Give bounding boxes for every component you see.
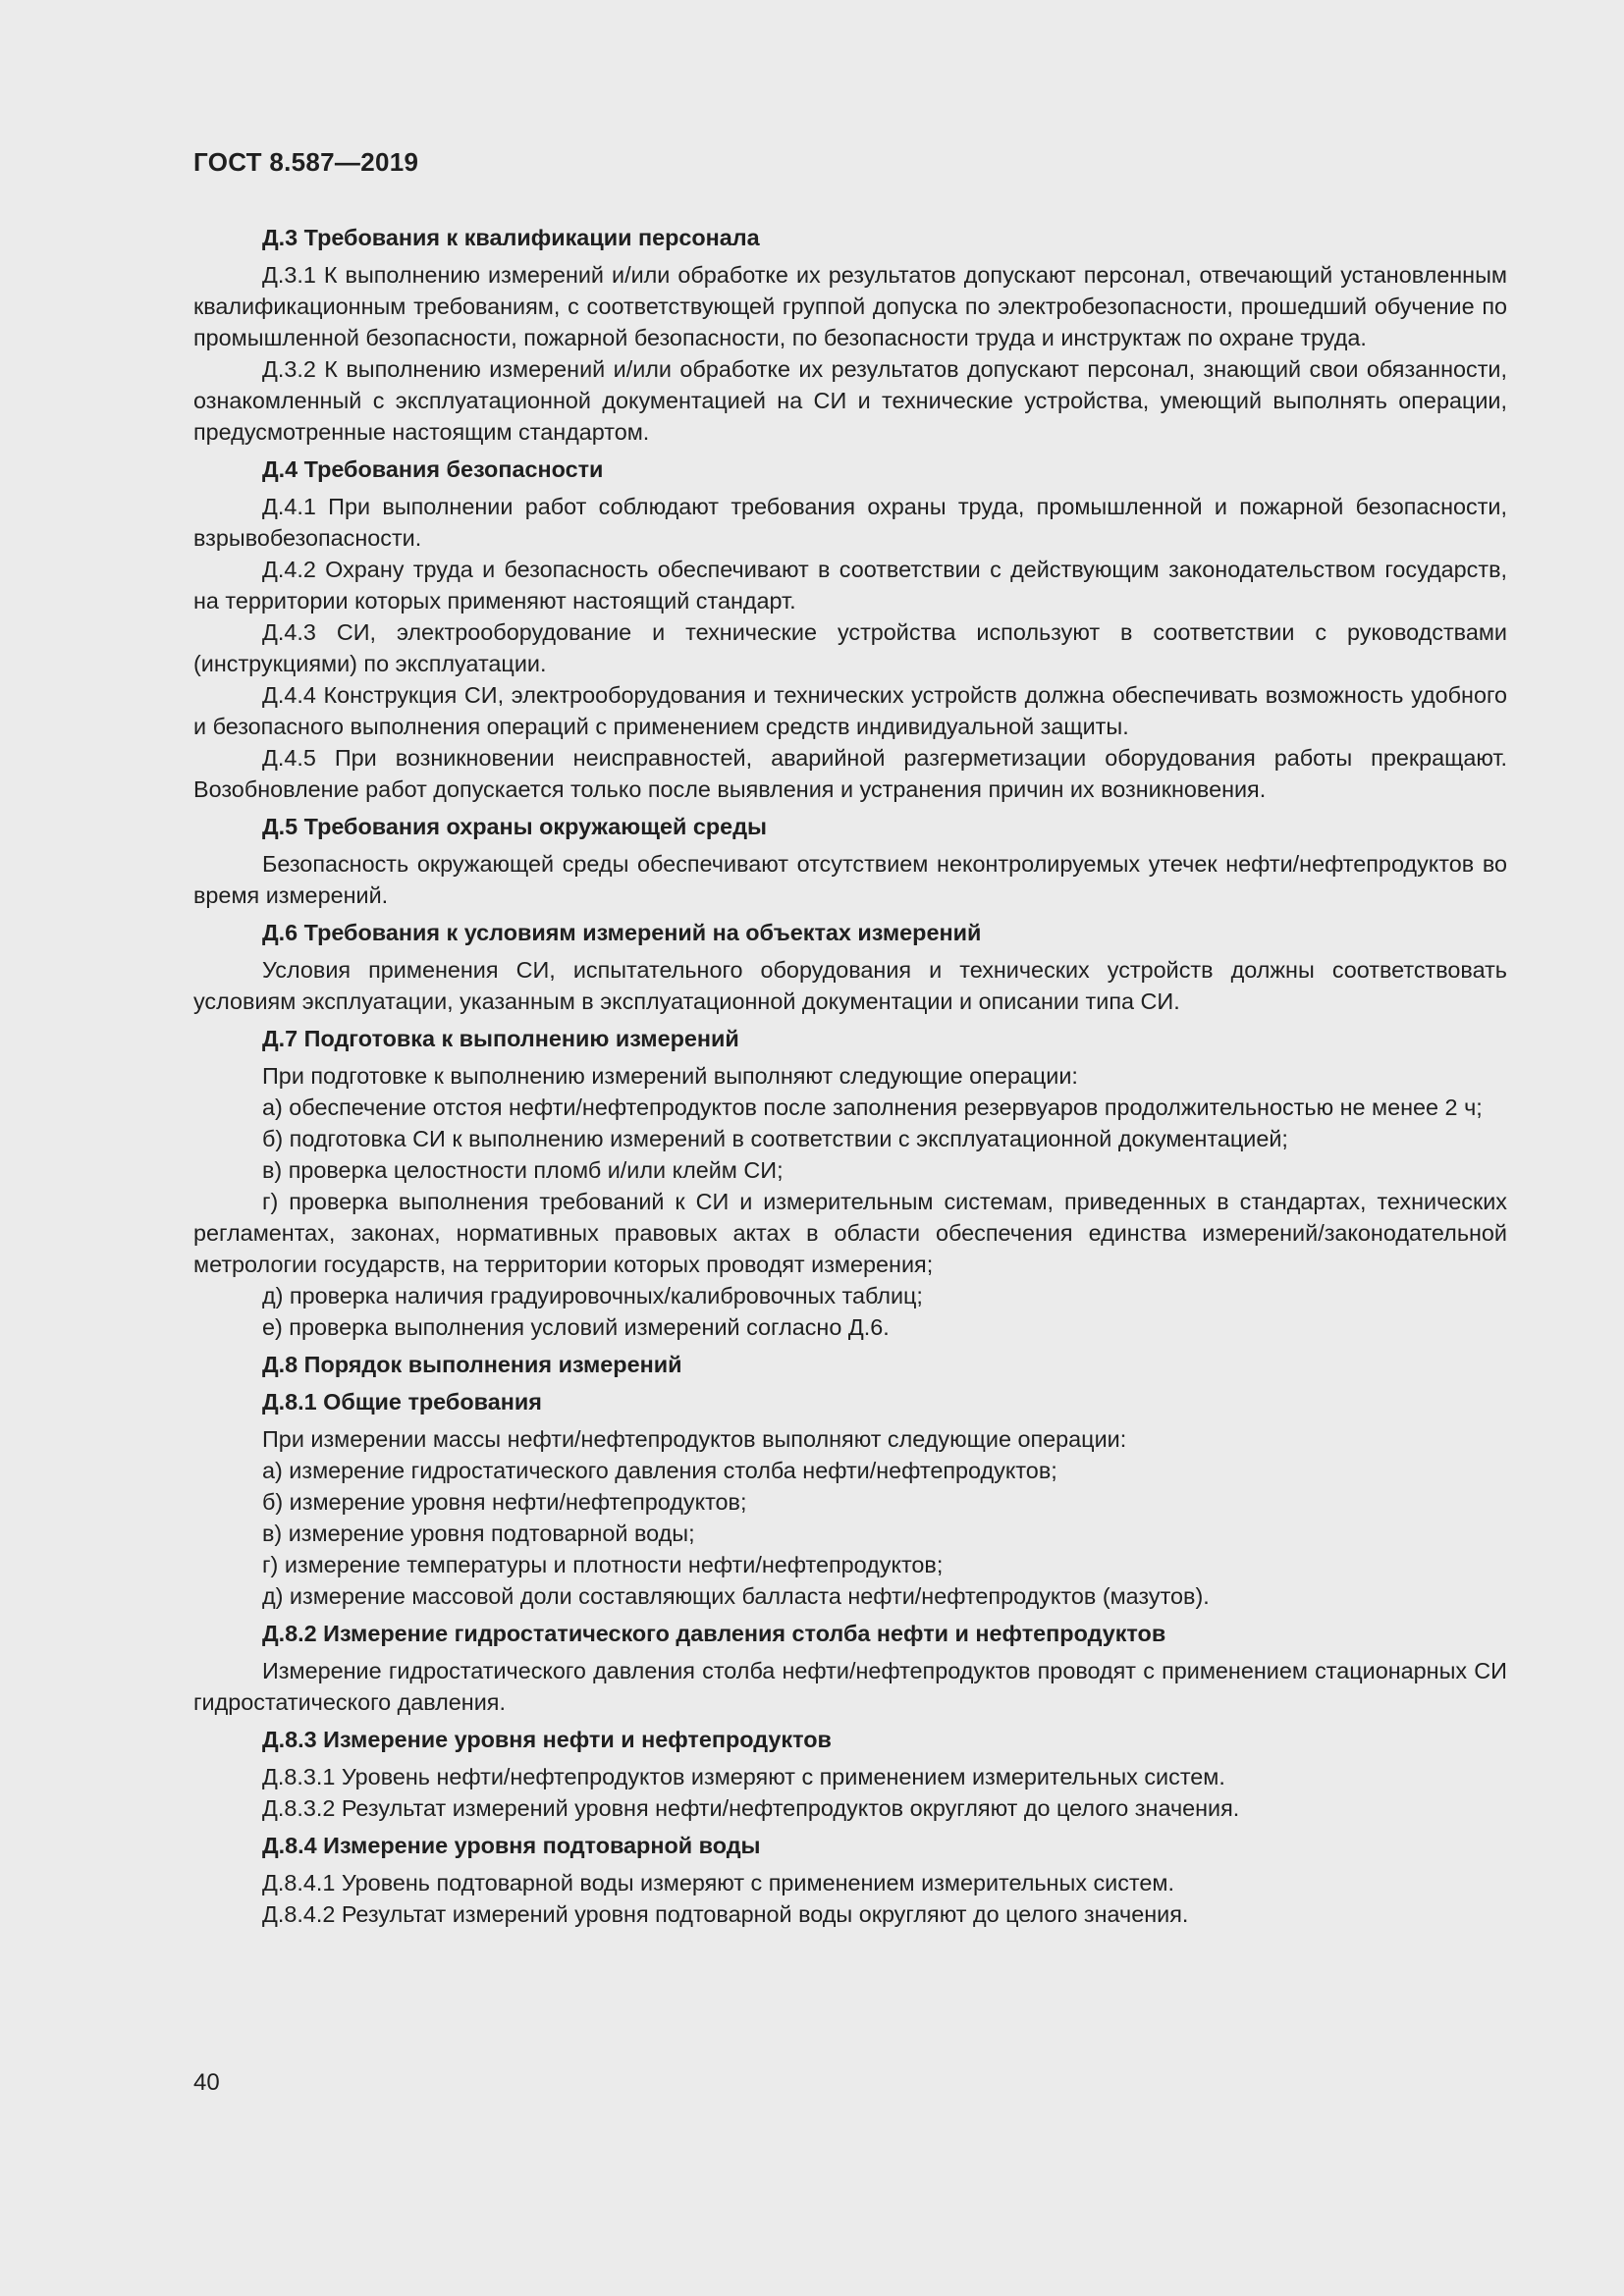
paragraph-d8-2-1: Измерение гидростатического давления столба нефти/нефтепродуктов проводят с применением стационарных СИ гидростатического давления. [193, 1658, 1507, 1715]
list-item-d8-1-v: в) измерение уровня подтоварной воды; [262, 1521, 695, 1546]
paragraph-d4-5: Д.4.5 При возникновении неисправностей, аварийной разгерметизации оборудования работы прекращают. Возобновление работ допускается только после выявления и устранения причин их возникновения. [193, 745, 1507, 802]
list-item-d8-1-d: д) измерение массовой доли составляющих балласта нефти/нефтепродуктов (мазутов). [262, 1583, 1210, 1609]
list-item-d7-v: в) проверка целостности пломб и/или клейм СИ; [262, 1157, 784, 1183]
list-item-d8-1-b: б) измерение уровня нефти/нефтепродуктов; [262, 1489, 747, 1515]
list-item-d8-1-g: г) измерение температуры и плотности нефти/нефтепродуктов; [262, 1552, 944, 1577]
subsection-heading-d8-3: Д.8.3 Измерение уровня нефти и нефтепродуктов [262, 1727, 832, 1752]
section-heading-d3: Д.3 Требования к квалификации персонала [262, 225, 760, 250]
document-code-header: ГОСТ 8.587—2019 [193, 147, 419, 177]
paragraph-d3-2: Д.3.2 К выполнению измерений и/или обработке их результатов допускают персонал, знающий свои обязанности, ознакомленный с эксплуатационной документацией на СИ и технические устройства, умеющий выполнять операции, предусмотренные настоящим стандартом. [193, 356, 1507, 445]
list-item-d7-d: д) проверка наличия градуировочных/калибровочных таблиц; [262, 1283, 923, 1308]
paragraph-d7-intro: При подготовке к выполнению измерений выполняют следующие операции: [262, 1063, 1078, 1089]
paragraph-d4-2: Д.4.2 Охрану труда и безопасность обеспечивают в соответствии с действующим законодательством государств, на территории которых применяют настоящий стандарт. [193, 557, 1507, 614]
paragraph-d8-4-2: Д.8.4.2 Результат измерений уровня подтоварной воды округляют до целого значения. [262, 1901, 1189, 1927]
list-item-d7-g: г) проверка выполнения требований к СИ и измерительным системам, приведенных в стандартах, технических регламентах, законах, нормативных правовых актах в области обеспечения единства измерений/законодательной метрологии государств, на территории которых проводят измерения; [193, 1189, 1507, 1277]
paragraph-d4-3: Д.4.3 СИ, электрооборудование и технические устройства используют в соответствии с руководствами (инструкциями) по эксплуатации. [193, 619, 1507, 676]
section-heading-d8: Д.8 Порядок выполнения измерений [262, 1352, 682, 1377]
section-heading-d4: Д.4 Требования безопасности [262, 456, 604, 482]
list-item-d7-b: б) подготовка СИ к выполнению измерений в соответствии с эксплуатационной документацией; [262, 1126, 1288, 1151]
paragraph-d8-1-intro: При измерении массы нефти/нефтепродуктов выполняют следующие операции: [262, 1426, 1127, 1452]
paragraph-d8-3-1: Д.8.3.1 Уровень нефти/нефтепродуктов измеряют с применением измерительных систем. [262, 1764, 1225, 1789]
paragraph-d6-1: Условия применения СИ, испытательного оборудования и технических устройств должны соответствовать условиям эксплуатации, указанным в эксплуатационной документации и описании типа СИ. [193, 957, 1507, 1014]
paragraph-d4-4: Д.4.4 Конструкция СИ, электрооборудования и технических устройств должна обеспечивать возможность удобного и безопасного выполнения операций с применением средств индивидуальной защиты. [193, 682, 1507, 739]
section-heading-d5: Д.5 Требования охраны окружающей среды [262, 814, 768, 839]
subsection-heading-d8-2: Д.8.2 Измерение гидростатического давления столба нефти и нефтепродуктов [262, 1621, 1166, 1646]
paragraph-d8-4-1: Д.8.4.1 Уровень подтоварной воды измеряют с применением измерительных систем. [262, 1870, 1174, 1896]
section-heading-d7: Д.7 Подготовка к выполнению измерений [262, 1026, 739, 1051]
paragraph-d8-3-2: Д.8.3.2 Результат измерений уровня нефти/нефтепродуктов округляют до целого значения. [262, 1795, 1240, 1821]
paragraph-d5-1: Безопасность окружающей среды обеспечивают отсутствием неконтролируемых утечек нефти/нефтепродуктов во время измерений. [193, 851, 1507, 908]
list-item-d7-e: е) проверка выполнения условий измерений согласно Д.6. [262, 1314, 890, 1340]
subsection-heading-d8-4: Д.8.4 Измерение уровня подтоварной воды [262, 1833, 761, 1858]
paragraph-d4-1: Д.4.1 При выполнении работ соблюдают требования охраны труда, промышленной и пожарной безопасности, взрывобезопасности. [193, 494, 1507, 551]
section-heading-d6: Д.6 Требования к условиям измерений на объектах измерений [262, 920, 982, 945]
subsection-heading-d8-1: Д.8.1 Общие требования [262, 1389, 542, 1415]
paragraph-d3-1: Д.3.1 К выполнению измерений и/или обработке их результатов допускают персонал, отвечающий установленным квалификационным требованиям, с соответствующей группой допуска по электробезопасности, прошедший обучение по промышленной безопасности, пожарной безопасности, по безопасности труда и инструктаж по охране труда. [193, 262, 1507, 350]
list-item-d7-a: а) обеспечение отстоя нефти/нефтепродуктов после заполнения резервуаров продолжительностью не менее 2 ч; [262, 1095, 1483, 1120]
list-item-d8-1-a: а) измерение гидростатического давления столба нефти/нефтепродуктов; [262, 1458, 1057, 1483]
page-number: 40 [193, 2069, 220, 2096]
document-body [193, 222, 1507, 1930]
